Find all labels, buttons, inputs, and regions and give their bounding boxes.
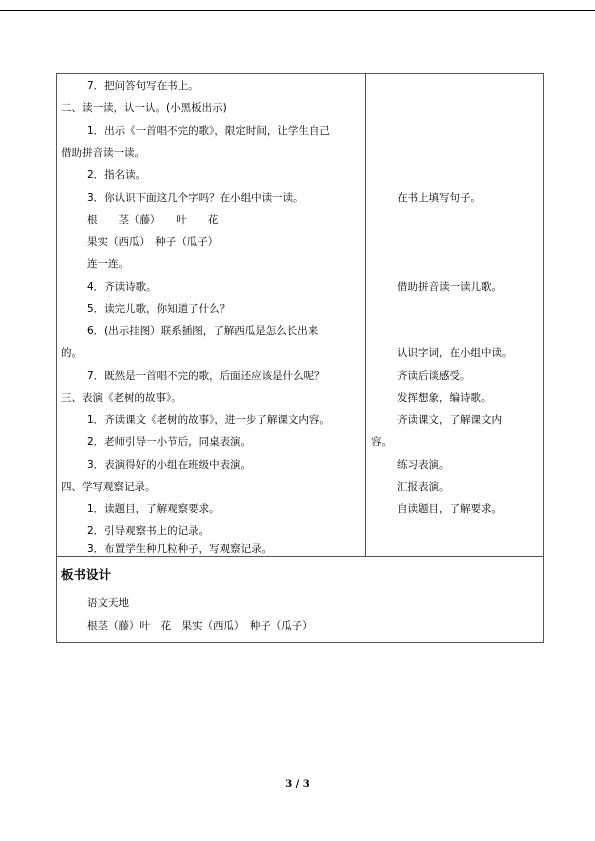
board-design-title: 板书设计 — [61, 567, 112, 582]
teacher-activity-line: 三、表演《老树的故事》。 — [61, 392, 182, 404]
teacher-activity-line: 3．你认识下面这几个字吗？在小组中读一读。 — [87, 192, 304, 204]
teacher-activity-line: 7．既然是一首唱不完的歌，后面还应该是什么呢？ — [87, 370, 325, 382]
student-activity-line: 在书上填写句子。 — [397, 192, 481, 204]
teacher-activity-line: 2．老师引导一小节后，同桌表演。 — [87, 436, 252, 448]
teacher-activity-line: 3．布置学生种几粒种子，写观察记录。 — [87, 543, 273, 555]
teacher-activity-line: 6．(出示挂图）联系插图，了解西瓜是怎么长出来 — [87, 325, 319, 337]
student-activity-line: 齐读后谈感受。 — [397, 370, 471, 382]
teacher-activity-line: 5．读完儿歌，你知道了什么？ — [87, 303, 231, 315]
teacher-activity-line: 7．把问答句写在书上。 — [87, 80, 199, 92]
board-design-line: 语文天地 — [87, 597, 129, 609]
lesson-table — [56, 73, 544, 643]
teacher-activity-line: 1．读题目，了解观察要求。 — [87, 503, 220, 515]
page-number: 3 / 3 — [285, 779, 310, 790]
teacher-activity-line: 2．指名读。 — [87, 169, 147, 181]
student-activity-line: 汇报表演。 — [397, 481, 450, 493]
student-activity-line: 自读题目，了解要求。 — [397, 503, 502, 515]
teacher-activity-line: 1．出示《一首唱不完的歌》，限定时间，让学生自己 — [87, 125, 330, 137]
student-activity-line: 齐读课文，了解课文内 — [397, 414, 502, 426]
student-activity-line: 借助拼音读一读儿歌。 — [397, 281, 502, 293]
teacher-activity-line: 二、读一读，认一认。(小黑板出示) — [61, 102, 227, 114]
column-divider — [365, 74, 366, 556]
teacher-activity-line: 1．齐读课文《老树的故事》，进一步了解课文内容。 — [87, 414, 330, 426]
student-activity-line: 认识字词，在小组中读。 — [397, 347, 513, 359]
teacher-activity-line: 果实（西瓜） 种子（瓜子） — [87, 236, 219, 248]
row-divider — [57, 556, 543, 557]
teacher-activity-line: 四、学写观察记录。 — [61, 481, 156, 493]
teacher-activity-line: 3．表演得好的小组在班级中表演。 — [87, 459, 252, 471]
student-activity-line: 发挥想象，编诗歌。 — [397, 392, 492, 404]
student-activity-line: 练习表演。 — [397, 459, 450, 471]
teacher-activity-line: 借助拼音读一读。 — [61, 147, 145, 159]
header-rule — [0, 10, 595, 11]
student-activity-line: 容。 — [371, 436, 392, 448]
teacher-activity-line: 根 茎（藤） 叶 花 — [87, 214, 219, 226]
teacher-activity-line: 连一连。 — [87, 258, 129, 270]
board-design-line: 根茎（藤）叶 花 果实（西瓜） 种子（瓜子） — [87, 620, 313, 632]
teacher-activity-line: 4．齐读诗歌。 — [87, 281, 157, 293]
teacher-activity-line: 的。 — [61, 347, 82, 359]
teacher-activity-line: 2．引导观察书上的记录。 — [87, 525, 210, 537]
